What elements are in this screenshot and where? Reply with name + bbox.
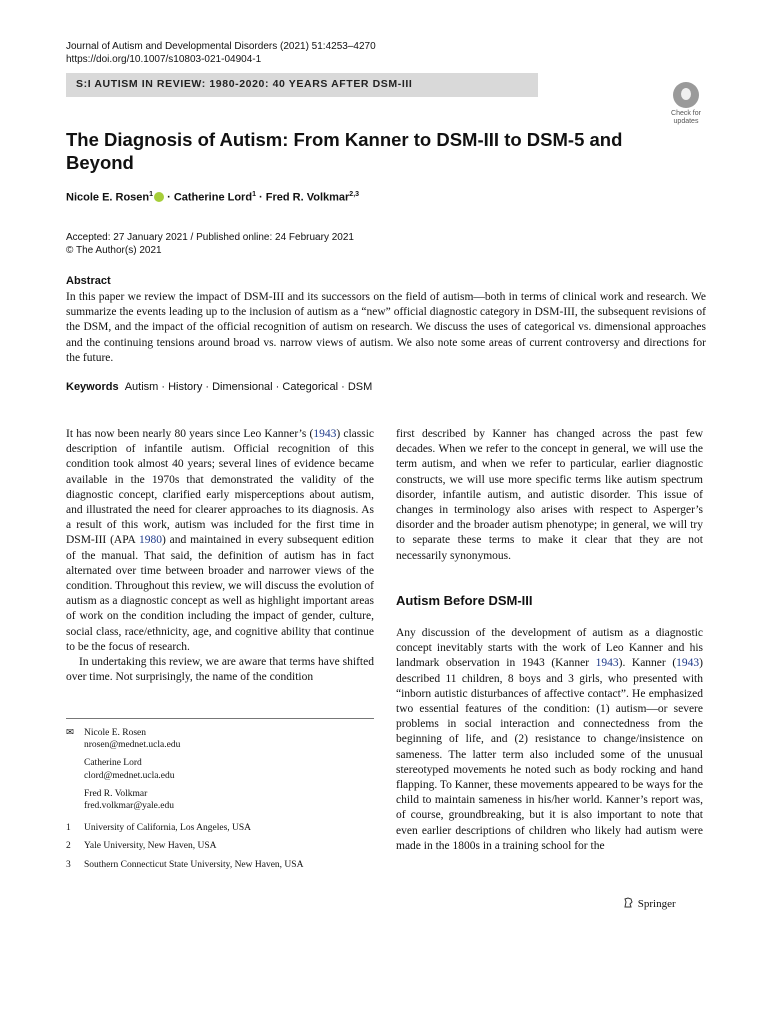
affiliation	[66, 859, 374, 871]
citation-link[interactable]: 1980	[139, 534, 163, 547]
journal-citation: Journal of Autism and Developmental Disorders (2021) 51:4253–4270	[66, 41, 376, 52]
footnote-divider	[66, 718, 374, 719]
body-column-right	[396, 427, 703, 564]
body-column-right-continued	[396, 626, 703, 854]
affiliation-text: Yale University, New Haven, USA	[84, 841, 217, 852]
envelope-icon: ✉	[66, 728, 74, 738]
author-separator: ·	[164, 191, 174, 204]
check-updates-icon	[673, 82, 699, 108]
keywords-label: Keywords	[66, 381, 119, 393]
affiliation-text: Southern Connecticut State University, New Haven, USA	[84, 859, 304, 870]
affiliation-number: 3	[66, 859, 71, 870]
contact-entry	[66, 788, 374, 812]
author-affiliation-mark: 2,3	[349, 191, 360, 198]
contact-entry	[66, 757, 374, 781]
contact-name: Catherine Lord	[84, 758, 142, 769]
contact-email[interactable]: fred.volkmar@yale.edu	[84, 801, 174, 812]
body-text: ) and maintained in every subsequent edition of the manual. That said, the definition of autism has in fact alternated over time between broader and narrower views of the condition. Throughout this review, we will discuss the evolution of autism as a diagnostic concept as well as highlight important areas of work on the condition including the impact of gender, culture, social class, race/ethnicity, age, and cognitive ability that continue to be the focus of research.	[66, 534, 374, 653]
contact-email[interactable]: nrosen@mednet.ucla.edu	[84, 740, 181, 751]
abstract-heading: Abstract	[66, 275, 111, 287]
springer-horse-icon	[622, 896, 635, 909]
affiliation-text: University of California, Los Angeles, USA	[84, 823, 252, 834]
author-affiliation-mark: 1	[252, 191, 256, 198]
keywords-list: Autism · History · Dimensional · Categorical · DSM	[124, 381, 373, 393]
body-paragraph: In undertaking this review, we are aware that terms have shifted over time. Not surprisingly, the name of the condition	[66, 656, 374, 684]
author-name[interactable]: Fred R. Volkmar	[265, 191, 350, 204]
doi-link[interactable]: https://doi.org/10.1007/s10803-021-04904-1	[66, 54, 262, 65]
citation-link[interactable]: 1943	[313, 428, 337, 440]
keywords-line	[66, 381, 372, 393]
article-title: The Diagnosis of Autism: From Kanner to DSM-III to DSM-5 and Beyond	[66, 129, 623, 173]
section-label: S:I AUTISM IN REVIEW: 1980-2020: 40 YEARS AFTER DSM-III	[76, 78, 413, 90]
check-for-updates-button[interactable]	[666, 82, 706, 126]
author-name[interactable]: Catherine Lord	[173, 191, 253, 204]
author-affiliation-mark: 1	[149, 191, 154, 198]
contact-name: Fred R. Volkmar	[84, 788, 148, 799]
affiliation-number: 1	[66, 823, 71, 834]
section-heading: Autism Before DSM-III	[396, 593, 533, 608]
author-separator: ·	[255, 191, 266, 204]
body-column-left	[66, 427, 374, 685]
body-text: ) described 11 children, 8 boys and 3 girls, who presented with “inborn autistic disturbances of affective contact”. He emphasized two essential features of the condition: (1) autism—or severe problems in social interaction and connectedness from the beginning of life, and (2) resistance to change/insistence on sameness. The latter term also included some of the unusual stereotyped movements he noted such as body rocking and hand flapping. To Kanner, these movements appeared to be ways for the child to maintain sameness in his/her world. Kanner’s report was, of course, groundbreaking, but it is also important to note that even earlier descriptions of children who likely had autism were made in the 1800s in a training school for the	[396, 657, 704, 852]
body-text: Any discussion of the development of autism as a diagnostic concept inevitably starts with the work of Leo Kanner and his landmark observation in 1943 (Kanner	[396, 627, 703, 670]
body-paragraph	[66, 427, 374, 655]
copyright-line: © The Author(s) 2021	[66, 245, 162, 256]
section-banner	[66, 73, 538, 97]
body-text: ) classic description of infantile autism. Official recognition of this condition took almost 40 years; several lines of evidence became available in the 1970s that demonstrated the validity of the diagnostic concept, clarified early misperceptions about autism, and illustrated the need for clearer approaches to its diagnosis. As a result of this work, autism was included for the first time in DSM-III (APA	[66, 428, 374, 547]
citation-link[interactable]: 1943	[676, 657, 700, 670]
body-text: ). Kanner (	[618, 657, 677, 670]
body-paragraph	[396, 626, 703, 854]
check-updates-label: Check for updates	[671, 110, 701, 125]
footnotes	[66, 727, 374, 871]
body-text: It has now been nearly 80 years since Leo Kanner’s (	[66, 428, 314, 440]
publisher-logo[interactable]	[622, 896, 676, 910]
body-paragraph: first described by Kanner has changed across the past few decades. When we refer to the concept in general, we will use the term autism, and when we refer to particular, earlier diagnostic constructs, we will use more specific terms like autism spectrum disorder, infantile autism, and autistic disorder. This issue of changes in terminology also arises with respect to Asperger’s disorder and the broader autism phenotype; in general, we will try to separate these terms to make it clear that they are not necessarily synonymous.	[396, 428, 703, 562]
affiliation	[66, 822, 374, 834]
affiliation	[66, 840, 374, 852]
author-name[interactable]: Nicole E. Rosen	[66, 191, 150, 204]
contact-email[interactable]: clord@mednet.ucla.edu	[84, 770, 175, 781]
contact-name: Nicole E. Rosen	[84, 728, 147, 738]
contact-entry	[66, 727, 374, 751]
publisher-name: Springer	[637, 898, 676, 910]
author-list	[66, 191, 359, 204]
publication-dates	[66, 231, 354, 257]
abstract-text: In this paper we review the impact of DSM-III and its successors on the field of autism—both in terms of clinical work and research. We summarize the events leading up to the inclusion of autism as a “new” official diagnostic category in DSM-III, the subsequent revisions of the DSM, and the impact of the official recognition of autism on research. We discuss the uses of categorical vs. dimensional approaches and the continuing tensions around broad vs. narrow views of autism. We also note some areas of current controversy and directions for the future.	[66, 291, 706, 364]
citation-link[interactable]: 1943	[595, 657, 619, 670]
dates-line: Accepted: 27 January 2021 / Published online: 24 February 2021	[66, 232, 354, 243]
orcid-icon[interactable]	[154, 192, 164, 202]
affiliation-number: 2	[66, 841, 71, 852]
